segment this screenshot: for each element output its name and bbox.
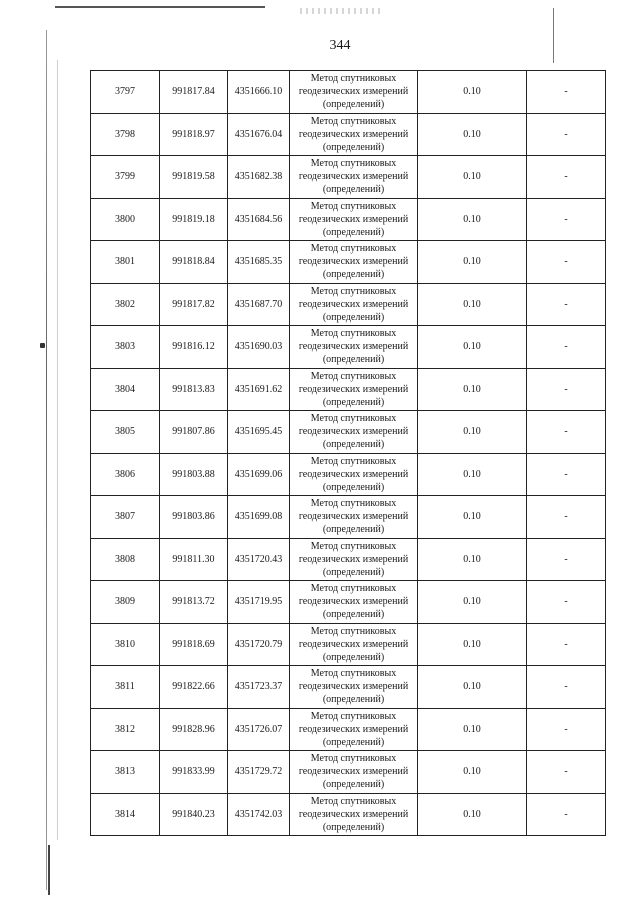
method-cell — [290, 751, 418, 794]
point-number-cell: 3804 — [91, 368, 160, 411]
method-cell — [290, 241, 418, 284]
y-coordinate-cell: 4351687.70 — [228, 283, 290, 326]
method-text: Метод спутниковых геодезических измерений (определений) — [298, 328, 409, 366]
point-number-cell: 3809 — [91, 581, 160, 624]
x-coordinate-cell: 991828.96 — [160, 708, 228, 751]
method-text: Метод спутниковых геодезических измерений (определений) — [298, 370, 409, 408]
note-cell: - — [527, 708, 606, 751]
point-number-cell: 3811 — [91, 666, 160, 709]
y-coordinate-cell: 4351729.72 — [228, 751, 290, 794]
y-coordinate-cell: 4351699.06 — [228, 453, 290, 496]
page-number: 344 — [329, 38, 351, 53]
scan-artifact-smudge — [300, 8, 380, 14]
method-text: Метод спутниковых геодезических измерений (определений) — [298, 668, 409, 706]
scan-artifact-left-edge — [46, 30, 47, 890]
method-cell — [290, 581, 418, 624]
note-cell: - — [527, 113, 606, 156]
x-coordinate-cell: 991818.84 — [160, 241, 228, 284]
y-coordinate-cell: 4351719.95 — [228, 581, 290, 624]
method-text: Метод спутниковых геодезических измерений (определений) — [298, 753, 409, 791]
y-coordinate-cell: 4351742.03 — [228, 793, 290, 836]
x-coordinate-cell: 991833.99 — [160, 751, 228, 794]
y-coordinate-cell: 4351720.79 — [228, 623, 290, 666]
table-row — [91, 751, 606, 794]
method-cell — [290, 368, 418, 411]
method-cell — [290, 198, 418, 241]
table-row — [91, 113, 606, 156]
point-number-cell: 3801 — [91, 241, 160, 284]
method-text: Метод спутниковых геодезических измерений (определений) — [298, 158, 409, 196]
method-cell — [290, 326, 418, 369]
table-row — [91, 326, 606, 369]
point-number-cell: 3797 — [91, 71, 160, 114]
y-coordinate-cell: 4351666.10 — [228, 71, 290, 114]
method-text: Метод спутниковых геодезических измерений (определений) — [298, 73, 409, 111]
table-row — [91, 581, 606, 624]
y-coordinate-cell: 4351720.43 — [228, 538, 290, 581]
x-coordinate-cell: 991819.58 — [160, 156, 228, 199]
x-coordinate-cell: 991818.69 — [160, 623, 228, 666]
note-cell: - — [527, 198, 606, 241]
x-coordinate-cell: 991817.84 — [160, 71, 228, 114]
y-coordinate-cell: 4351690.03 — [228, 326, 290, 369]
method-text: Метод спутниковых геодезических измерений (определений) — [298, 200, 409, 238]
precision-cell: 0.10 — [418, 751, 527, 794]
scan-artifact-left-edge-faint — [57, 60, 58, 840]
note-cell: - — [527, 241, 606, 284]
note-cell: - — [527, 623, 606, 666]
table-row — [91, 156, 606, 199]
method-cell — [290, 71, 418, 114]
table-row — [91, 793, 606, 836]
point-number-cell: 3808 — [91, 538, 160, 581]
table-row — [91, 666, 606, 709]
method-cell — [290, 666, 418, 709]
method-cell — [290, 453, 418, 496]
coordinates-table — [90, 70, 606, 836]
method-cell — [290, 411, 418, 454]
point-number-cell: 3799 — [91, 156, 160, 199]
x-coordinate-cell: 991811.30 — [160, 538, 228, 581]
table-row — [91, 198, 606, 241]
table-row — [91, 453, 606, 496]
point-number-cell: 3800 — [91, 198, 160, 241]
method-text: Метод спутниковых геодезических измерений (определений) — [298, 795, 409, 833]
scan-artifact-right-line — [553, 8, 554, 63]
x-coordinate-cell: 991816.12 — [160, 326, 228, 369]
method-cell — [290, 156, 418, 199]
point-number-cell: 3806 — [91, 453, 160, 496]
method-text: Метод спутниковых геодезических измерений (определений) — [298, 455, 409, 493]
table-row — [91, 368, 606, 411]
y-coordinate-cell: 4351695.45 — [228, 411, 290, 454]
table-row — [91, 623, 606, 666]
precision-cell: 0.10 — [418, 198, 527, 241]
point-number-cell: 3798 — [91, 113, 160, 156]
table-row — [91, 538, 606, 581]
precision-cell: 0.10 — [418, 71, 527, 114]
method-text: Метод спутниковых геодезических измерений (определений) — [298, 285, 409, 323]
precision-cell: 0.10 — [418, 496, 527, 539]
method-text: Метод спутниковых геодезических измерений (определений) — [298, 710, 409, 748]
y-coordinate-cell: 4351726.07 — [228, 708, 290, 751]
precision-cell: 0.10 — [418, 156, 527, 199]
method-text: Метод спутниковых геодезических измерений (определений) — [298, 115, 409, 153]
table-row — [91, 283, 606, 326]
method-text: Метод спутниковых геодезических измерений (определений) — [298, 625, 409, 663]
y-coordinate-cell: 4351691.62 — [228, 368, 290, 411]
method-cell — [290, 623, 418, 666]
precision-cell: 0.10 — [418, 538, 527, 581]
scan-artifact-bottom-left — [48, 845, 50, 895]
method-cell — [290, 283, 418, 326]
table-row — [91, 411, 606, 454]
method-text: Метод спутниковых геодезических измерений (определений) — [298, 583, 409, 621]
point-number-cell: 3802 — [91, 283, 160, 326]
table-row — [91, 708, 606, 751]
note-cell: - — [527, 453, 606, 496]
point-number-cell: 3807 — [91, 496, 160, 539]
x-coordinate-cell: 991817.82 — [160, 283, 228, 326]
method-text: Метод спутниковых геодезических измерений (определений) — [298, 243, 409, 281]
point-number-cell: 3810 — [91, 623, 160, 666]
note-cell: - — [527, 326, 606, 369]
coordinates-table-body — [91, 71, 606, 836]
precision-cell: 0.10 — [418, 326, 527, 369]
x-coordinate-cell: 991807.86 — [160, 411, 228, 454]
point-number-cell: 3805 — [91, 411, 160, 454]
x-coordinate-cell: 991813.83 — [160, 368, 228, 411]
x-coordinate-cell: 991813.72 — [160, 581, 228, 624]
note-cell: - — [527, 751, 606, 794]
point-number-cell: 3814 — [91, 793, 160, 836]
precision-cell: 0.10 — [418, 283, 527, 326]
scan-artifact-left-mark — [40, 343, 45, 348]
x-coordinate-cell: 991818.97 — [160, 113, 228, 156]
note-cell: - — [527, 283, 606, 326]
table-row — [91, 241, 606, 284]
precision-cell: 0.10 — [418, 453, 527, 496]
precision-cell: 0.10 — [418, 623, 527, 666]
scan-artifact-top-line — [55, 6, 265, 8]
x-coordinate-cell: 991803.88 — [160, 453, 228, 496]
point-number-cell: 3813 — [91, 751, 160, 794]
precision-cell: 0.10 — [418, 666, 527, 709]
precision-cell: 0.10 — [418, 368, 527, 411]
x-coordinate-cell: 991819.18 — [160, 198, 228, 241]
y-coordinate-cell: 4351682.38 — [228, 156, 290, 199]
method-cell — [290, 496, 418, 539]
y-coordinate-cell: 4351699.08 — [228, 496, 290, 539]
table-row — [91, 71, 606, 114]
x-coordinate-cell: 991840.23 — [160, 793, 228, 836]
x-coordinate-cell: 991822.66 — [160, 666, 228, 709]
point-number-cell: 3812 — [91, 708, 160, 751]
note-cell: - — [527, 368, 606, 411]
method-cell — [290, 538, 418, 581]
x-coordinate-cell: 991803.86 — [160, 496, 228, 539]
y-coordinate-cell: 4351685.35 — [228, 241, 290, 284]
method-text: Метод спутниковых геодезических измерений (определений) — [298, 498, 409, 536]
note-cell: - — [527, 496, 606, 539]
method-text: Метод спутниковых геодезических измерений (определений) — [298, 413, 409, 451]
precision-cell: 0.10 — [418, 708, 527, 751]
point-number-cell: 3803 — [91, 326, 160, 369]
precision-cell: 0.10 — [418, 411, 527, 454]
note-cell: - — [527, 538, 606, 581]
note-cell: - — [527, 411, 606, 454]
precision-cell: 0.10 — [418, 581, 527, 624]
precision-cell: 0.10 — [418, 793, 527, 836]
y-coordinate-cell: 4351684.56 — [228, 198, 290, 241]
y-coordinate-cell: 4351723.37 — [228, 666, 290, 709]
note-cell: - — [527, 793, 606, 836]
method-cell — [290, 793, 418, 836]
precision-cell: 0.10 — [418, 241, 527, 284]
y-coordinate-cell: 4351676.04 — [228, 113, 290, 156]
note-cell: - — [527, 581, 606, 624]
precision-cell: 0.10 — [418, 113, 527, 156]
note-cell: - — [527, 666, 606, 709]
note-cell: - — [527, 156, 606, 199]
method-cell — [290, 113, 418, 156]
method-text: Метод спутниковых геодезических измерений (определений) — [298, 540, 409, 578]
table-row — [91, 496, 606, 539]
method-cell — [290, 708, 418, 751]
note-cell: - — [527, 71, 606, 114]
